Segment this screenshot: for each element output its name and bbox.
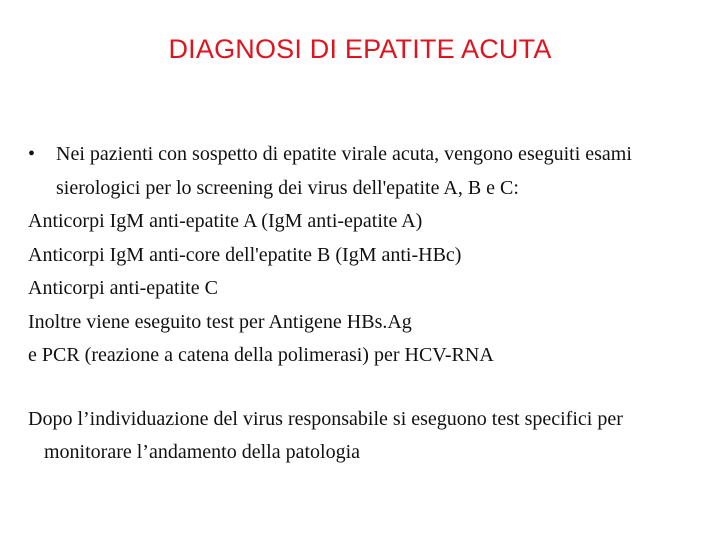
text-line-igm-hav: Anticorpi IgM anti-epatite A (IgM anti-epatite A): [28, 210, 423, 232]
conclusion-paragraph: Dopo l’individuazione del virus responsabile si eseguono test specifici per monitorare l’andamento della patologia: [28, 407, 623, 463]
slide-title: DIAGNOSI DI EPATITE ACUTA: [168, 34, 552, 64]
slide-body: [28, 138, 698, 470]
paragraph-spacer: [28, 373, 698, 403]
bullet-text: Nei pazienti con sospetto di epatite virale acuta, vengono eseguiti esami sierologici per lo screening dei virus dell'epatite A, B e C:: [56, 143, 632, 199]
text-line-hbsag: Inoltre viene eseguito test per Antigene HBs.Ag: [28, 310, 412, 333]
bullet-item: [28, 138, 698, 205]
text-line-pcr-hcv: e PCR (reazione a catena della polimerasi) per HCV-RNA: [28, 344, 494, 366]
text-line-anti-hcv: Anticorpi anti-epatite C: [28, 277, 218, 299]
bullet-dot-icon: •: [28, 143, 36, 165]
text-line-igm-hbc: Anticorpi IgM anti-core dell'epatite B (IgM anti-HBc): [28, 243, 462, 266]
